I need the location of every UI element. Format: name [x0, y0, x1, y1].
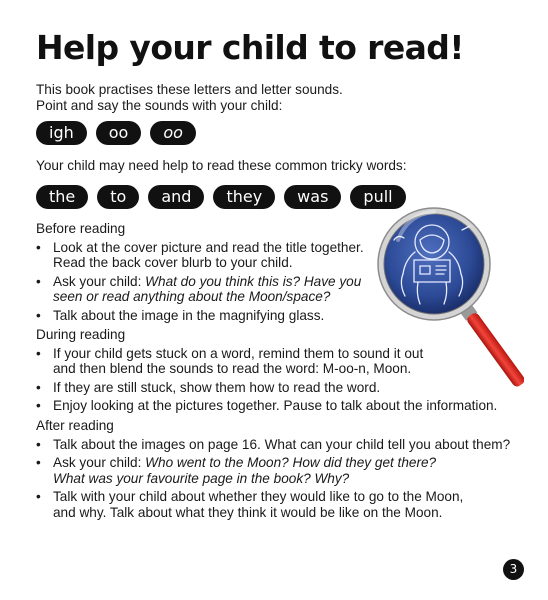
item-line: Look at the cover picture and read the title together.: [53, 239, 364, 255]
after-reading-section: [36, 418, 511, 523]
bullet-icon: •: [36, 398, 41, 413]
intro-line: Point and say the sounds with your child:: [36, 98, 283, 113]
list-item: [36, 436, 511, 453]
item-line: seen or read anything about the Moon/space?: [53, 289, 331, 304]
sound-pill-oo: oo: [96, 121, 142, 145]
list-item: [36, 398, 506, 414]
tricky-word-pill: and: [148, 185, 204, 209]
section-heading: After reading: [36, 418, 114, 433]
magnifying-glass-image: [374, 200, 524, 400]
item-line: and why. Talk about what they think it would be like on the Moon.: [53, 504, 443, 520]
item-line: Ask your child: Who went to the Moon? How did they get there?: [53, 455, 437, 470]
bullet-list: [36, 436, 511, 521]
bullet-icon: •: [36, 455, 41, 470]
list-item: [36, 455, 506, 486]
item-line: Read the back cover blurb to your child.: [53, 255, 293, 270]
tricky-word-pill: the: [36, 185, 88, 209]
bullet-icon: •: [36, 239, 41, 255]
list-item: [36, 489, 506, 520]
magnifier-handle: [458, 301, 524, 389]
magnifier-lens: [384, 214, 484, 314]
item-line: and then blend the sounds to read the word: M-oo-n, Moon.: [53, 361, 412, 376]
tricky-word-pill: they: [213, 185, 275, 209]
item-line: Ask your child: What do you think this is? Have you: [53, 273, 362, 289]
page-number-badge: 3: [503, 559, 524, 580]
item-line: Talk about the images on page 16. What can your child tell you about them?: [53, 436, 511, 452]
section-heading: Before reading: [36, 221, 126, 236]
page-title: Help your child to read!: [36, 28, 464, 67]
bullet-icon: •: [36, 489, 41, 504]
sound-pill-oo-italic: oo: [150, 121, 196, 145]
intro-line: This book practises these letters and letter sounds.: [36, 82, 343, 97]
section-heading: During reading: [36, 327, 126, 342]
intro-text: [36, 82, 506, 114]
item-line: What was your favourite page in the book? Why?: [53, 470, 350, 486]
item-line: Enjoy looking at the pictures together. Pause to talk about the information.: [53, 398, 498, 413]
bullet-icon: •: [36, 273, 41, 289]
item-line: If your child gets stuck on a word, remind them to sound it out: [53, 345, 424, 361]
tricky-word-pill: to: [97, 185, 139, 209]
item-line: If they are still stuck, show them how to read the word.: [53, 379, 381, 395]
sound-pill-igh: igh: [36, 121, 87, 145]
bullet-icon: •: [36, 379, 41, 395]
letter-sounds-list: [36, 121, 196, 145]
item-line: Talk with your child about whether they would like to go to the Moon,: [53, 489, 464, 504]
tricky-word-pill: pull: [350, 185, 405, 209]
tricky-words-intro: Your child may need help to read these common tricky words:: [36, 158, 407, 173]
tricky-word-pill: was: [284, 185, 341, 209]
tricky-words-list: [36, 185, 406, 209]
item-line: Talk about the image in the magnifying glass.: [53, 307, 325, 323]
bullet-icon: •: [36, 345, 41, 361]
bullet-icon: •: [36, 436, 41, 452]
bullet-icon: •: [36, 307, 41, 323]
